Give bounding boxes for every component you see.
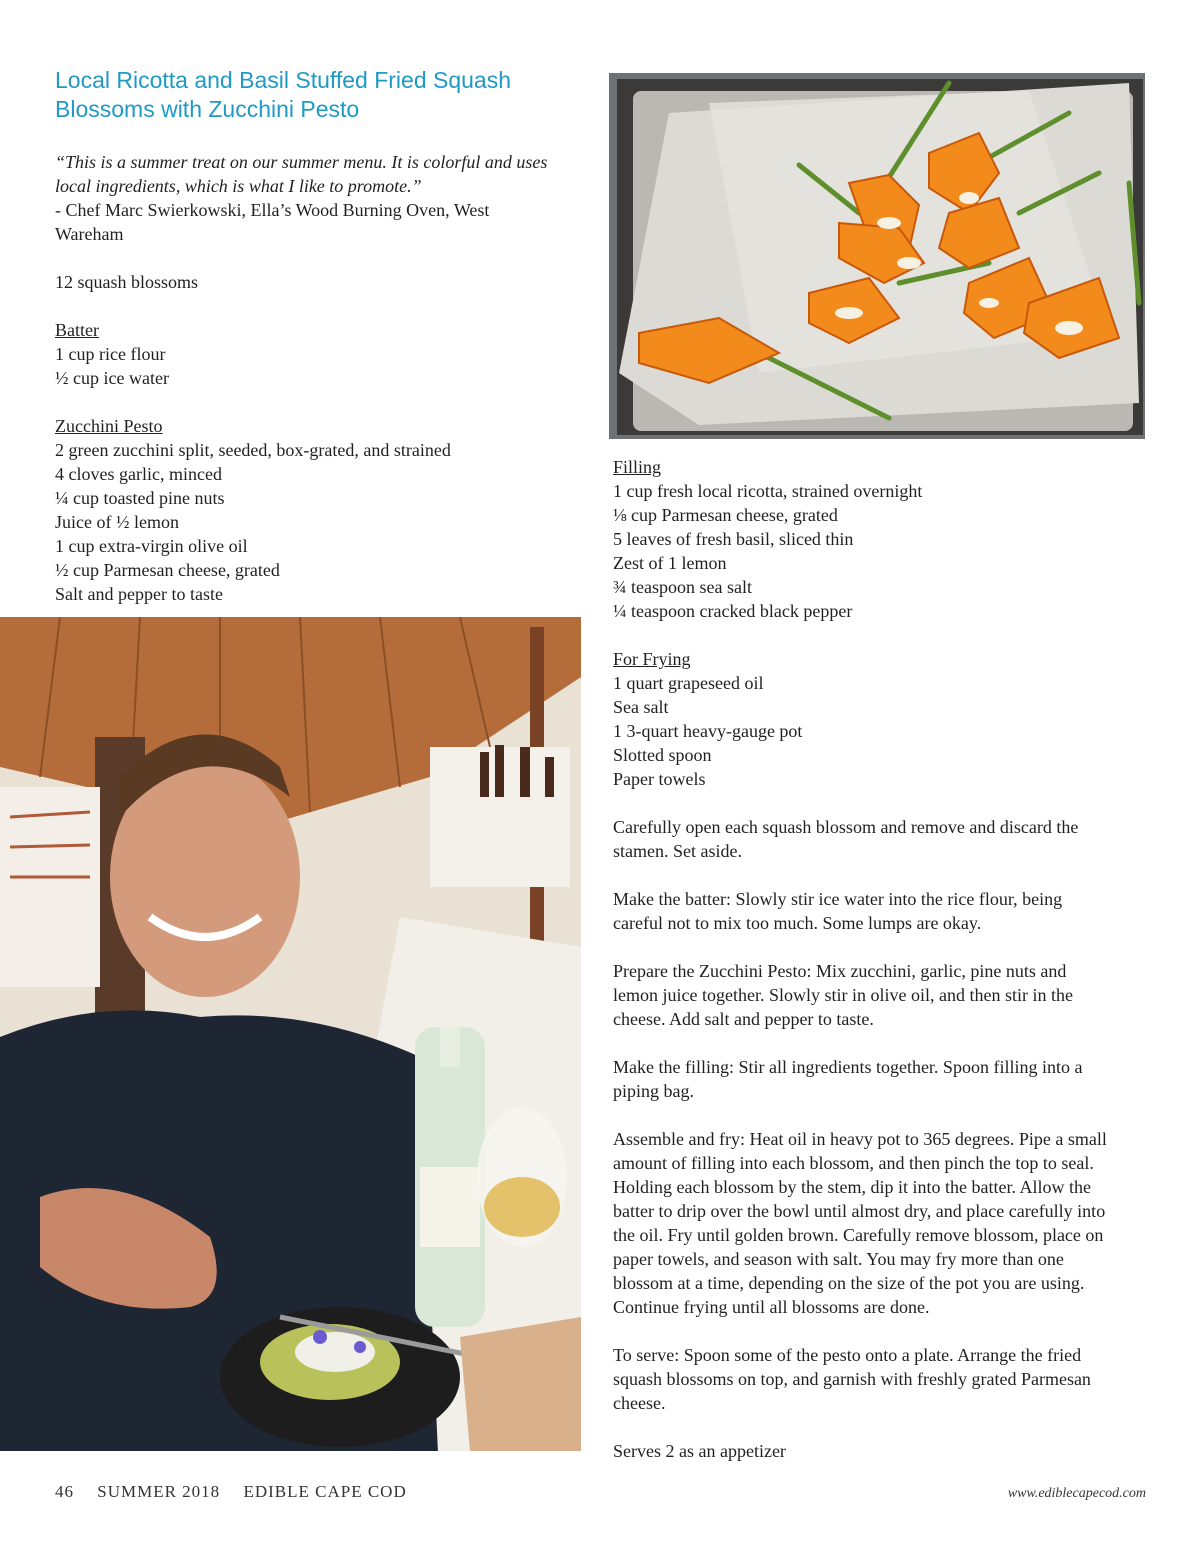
step-line: Holding each blossom by the stem, dip it into the batter. Allow the: [613, 1177, 1091, 1197]
ingredient-item: ¼ cup toasted pine nuts: [55, 488, 225, 508]
step-line: Continue frying until all blossoms are done.: [613, 1297, 930, 1317]
ingredient-item: 1 3-quart heavy-gauge pot: [613, 721, 803, 741]
step-line: batter to drip over the bowl until almost dry, and place carefully into: [613, 1201, 1106, 1221]
ingredient-item: Sea salt: [613, 697, 669, 717]
step-line: careful not to mix too much. Some lumps are okay.: [613, 913, 982, 933]
chef-photo: [0, 617, 581, 1451]
ingredient-item: Paper towels: [613, 769, 706, 789]
filling-heading: Filling: [613, 457, 662, 477]
step-line: paper towels, and season with salt. You may fry more than one: [613, 1249, 1064, 1269]
pesto-section: [55, 414, 585, 606]
step-line: blossom at a time, depending on the size of the pot you are using.: [613, 1273, 1085, 1293]
page-footer: [55, 1482, 425, 1502]
ingredient-item: Slotted spoon: [613, 745, 712, 765]
squash-blossoms-photo: [609, 73, 1145, 439]
step-line: Prepare the Zucchini Pesto: Mix zucchini, garlic, pine nuts and: [613, 961, 1067, 981]
ingredient-item: 1 cup extra-virgin olive oil: [55, 536, 248, 556]
ingredient-item: ½ cup Parmesan cheese, grated: [55, 560, 280, 580]
step-line: stamen. Set aside.: [613, 841, 742, 861]
ingredient-item: Juice of ½ lemon: [55, 512, 179, 532]
ingredient-item: 1 quart grapeseed oil: [613, 673, 764, 693]
ingredient-item: 1 cup rice flour: [55, 344, 166, 364]
chef-attribution: [55, 198, 585, 246]
chef-quote: [55, 150, 585, 198]
step-line: To serve: Spoon some of the pesto onto a plate. Arrange the fried: [613, 1345, 1082, 1365]
attribution-line: Wareham: [55, 224, 124, 244]
step-paragraph: [613, 1055, 1173, 1103]
frying-heading: For Frying: [613, 649, 691, 669]
step-line: lemon juice together. Slowly stir in olive oil, and then stir in the: [613, 985, 1073, 1005]
step-line: cheese.: [613, 1393, 666, 1413]
blossom-count: 12 squash blossoms: [55, 272, 199, 292]
ingredient-item: ¼ teaspoon cracked black pepper: [613, 601, 853, 621]
recipe-title-line: Blossoms with Zucchini Pesto: [55, 96, 360, 122]
ingredient-item: ½ cup ice water: [55, 368, 169, 388]
step-paragraph: [613, 1343, 1173, 1415]
step-line: the oil. Fry until golden brown. Carefully remove blossom, place on: [613, 1225, 1104, 1245]
step-line: piping bag.: [613, 1081, 694, 1101]
ingredient-item: 2 green zucchini split, seeded, box-grated, and strained: [55, 440, 451, 460]
pesto-heading: Zucchini Pesto: [55, 416, 163, 436]
step-line: Carefully open each squash blossom and remove and discard the: [613, 817, 1079, 837]
recipe-title-line: Local Ricotta and Basil Stuffed Fried Squash: [55, 67, 512, 93]
ingredient-item: ¾ teaspoon sea salt: [613, 577, 752, 597]
ingredient-item: 4 cloves garlic, minced: [55, 464, 222, 484]
ingredient-item: ⅛ cup Parmesan cheese, grated: [613, 505, 838, 525]
step-paragraph: [613, 959, 1173, 1031]
step-paragraph: [613, 1439, 1173, 1463]
quote-line: “This is a summer treat on our summer menu. It is colorful and uses: [55, 152, 548, 172]
batter-section: [55, 318, 585, 390]
left-column: [55, 150, 585, 606]
quote-line: local ingredients, which is what I like to promote.”: [55, 176, 422, 196]
ingredient-item: Salt and pepper to taste: [55, 584, 223, 604]
batter-heading: Batter: [55, 320, 99, 340]
step-paragraph: [613, 887, 1173, 935]
ingredient-item: 1 cup fresh local ricotta, strained overnight: [613, 481, 923, 501]
step-paragraph: [613, 1127, 1173, 1319]
step-line: amount of filling into each blossom, and then pinch the top to seal.: [613, 1153, 1094, 1173]
frying-section: [613, 647, 1173, 791]
filling-section: [613, 455, 1173, 623]
attribution-line: - Chef Marc Swierkowski, Ella’s Wood Burning Oven, West: [55, 200, 490, 220]
step-line: Make the batter: Slowly stir ice water into the rice flour, being: [613, 889, 1063, 909]
magazine-name: EDIBLE CAPE COD: [243, 1482, 407, 1501]
step-line: Assemble and fry: Heat oil in heavy pot to 365 degrees. Pipe a small: [613, 1129, 1107, 1149]
ingredient-item: 5 leaves of fresh basil, sliced thin: [613, 529, 854, 549]
ingredient-item: Zest of 1 lemon: [613, 553, 727, 573]
issue-label: SUMMER 2018: [97, 1482, 221, 1501]
right-column: [613, 455, 1173, 1487]
step-line: squash blossoms on top, and garnish with freshly grated Parmesan: [613, 1369, 1091, 1389]
website-url[interactable]: www.ediblecapecod.com: [1007, 1486, 1146, 1501]
step-line: cheese. Add salt and pepper to taste.: [613, 1009, 874, 1029]
page-number: 46: [55, 1482, 74, 1501]
servings: Serves 2 as an appetizer: [613, 1441, 786, 1461]
step-paragraph: [613, 815, 1173, 863]
recipe-title: [55, 66, 595, 124]
step-line: Make the filling: Stir all ingredients together. Spoon filling into a: [613, 1057, 1083, 1077]
